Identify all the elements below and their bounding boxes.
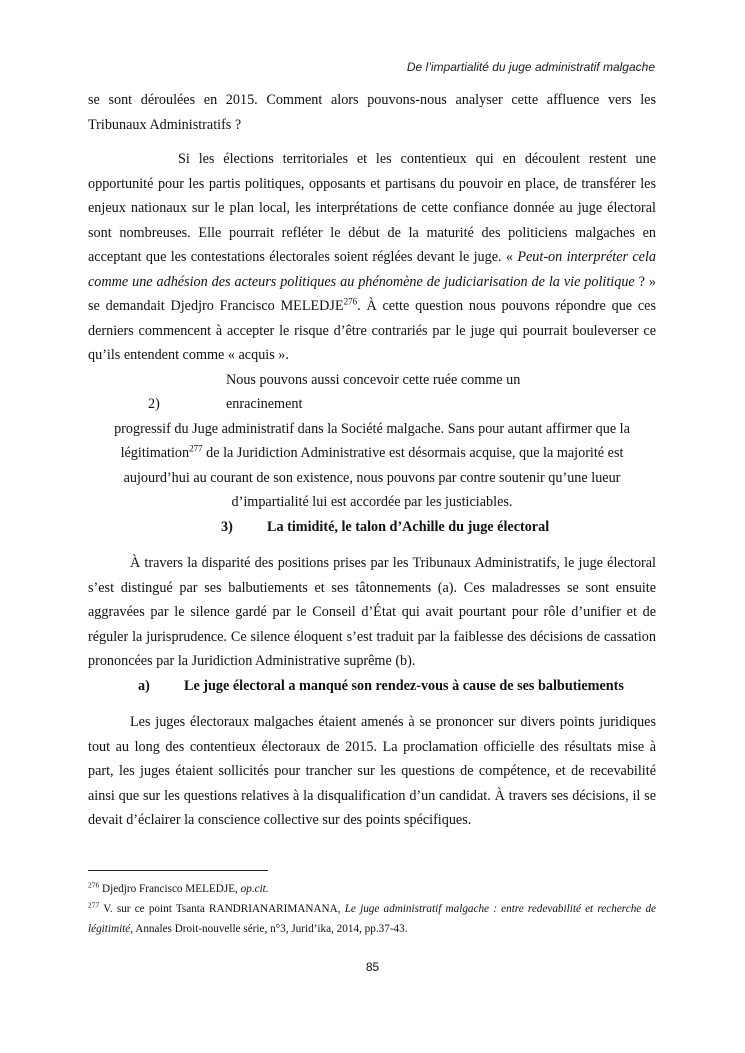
list-item-2-line-5: d’impartialité lui est accordée par les justiciables. [231,494,513,510]
footnote-277-tail: , Annales Droit-nouvelle série, n°3, Jurid’ika, 2014, pp.37-43. [130,923,408,935]
footnote-276-number: 276 [88,880,100,890]
footnote-277-number: 277 [88,900,100,910]
footnote-276-text: Djedjro Francisco MELEDJE, [99,883,241,895]
page-number: 85 [365,960,380,974]
footnote-divider [88,870,268,871]
list-item-2-line-2: progressif du Juge administratif dans la Société malgache. Sans pour autant affirmer que la [114,420,630,437]
footnote-276 [88,879,656,899]
footnote-ref-276[interactable]: 276 [343,296,358,307]
list-item-2-line-3 [96,441,648,466]
footnotes [88,870,656,939]
section-heading-3 [221,515,656,540]
subsection-heading-a-text: Le juge électoral a manqué son rendez-vous à cause de ses balbutiements [184,677,624,694]
footnote-277-title: Le juge administratif malgache : entre redevabilité et recherche de légitimité [88,903,656,935]
footnote-ref-277[interactable]: 277 [189,443,203,454]
paragraph-1: se sont déroulées en 2015. Comment alors pouvons-nous analyser cette affluence vers les Tribunaux Administratifs ? [88,92,656,133]
list-item-2-line-3a: légitimation [120,445,190,461]
list-item-2-line-3b: de la Juridiction Administrative est désormais acquise, que la majorité est [202,445,624,461]
paragraph-2-text-b: ? » se demandait Djedjro Francisco MELEDJE [88,273,656,314]
paragraph-2-text-a: Si les élections territoriales et les contentieux qui en découlent restent une opportunité pour les partis politiques, opposants et partisans du pouvoir en place, de transférer les enjeux nationaux sur le plan local, les interprétations de cette confiance donnée au juge électoral sont nombreuses. Elle pourrait refléter le début de la maturité des politiciens malgaches en acceptant que les contestations électorales soient réglées devant le juge. « [88,151,656,265]
footnote-277-text: V. sur ce point Tsanta RANDRIANARIMANANA, [99,903,345,915]
list-item-2-number: 2) [148,396,160,412]
paragraph-2 [88,147,656,368]
list-item-2-line-4: aujourd’hui au courant de son existence, nous pouvons par contre soutenir qu’une lueur [123,469,621,486]
paragraph-2-text-c: . À cette question nous pouvons répondre que ces derniers commencent à accepter le risque d’être contrariés par le juge qui pourrait bouleverser ce qu’ils entendent comme « acquis ». [88,298,656,363]
list-item-2 [88,368,656,515]
running-header: De l’impartialité du juge administratif malgache [406,60,655,74]
footnote-276-italic: op.cit. [240,883,269,895]
section-heading-3-text: La timidité, le talon d’Achille du juge électoral [267,518,550,535]
paragraph-2-quote: Peut-on interpréter cela comme une adhésion des acteurs politiques au phénomène de judiciarisation de la vie politique [88,249,656,290]
subsection-heading-a-number: a) [138,677,150,694]
paragraph-4: Les juges électoraux malgaches étaient amenés à se prononcer sur divers points juridiques tout au long des contentieux électoraux de 2015. La proclamation officielle des résultats mise à part, les juges étaient sollicités pour trancher sur les questions de compétence, et de recevabilité ainsi que sur les questions relatives à la disqualification d’un candidat. À travers ses décisions, il se devait d’éclairer la conscience collective sur des points spécifiques. [88,714,656,828]
list-item-2-line-1: Nous pouvons aussi concevoir cette ruée comme un enracinement [226,371,521,412]
body-text [88,88,656,833]
section-heading-3-number: 3) [221,518,233,535]
subsection-heading-a [138,674,656,699]
paragraph-3: À travers la disparité des positions prises par les Tribunaux Administratifs, le juge électoral s’est distingué par ses balbutiements et ses tâtonnements (a). Ces maladresses se sont ensuite aggravées par le silence gardé par le Conseil d’État qui avait pourtant pour rôle d’unifier et de réguler la jurisprudence. Ce silence éloquent s’est traduit par la faiblesse des décisions de cassation prononcées par la Juridiction Administrative suprême (b). [88,555,656,669]
footnote-277 [88,899,656,939]
